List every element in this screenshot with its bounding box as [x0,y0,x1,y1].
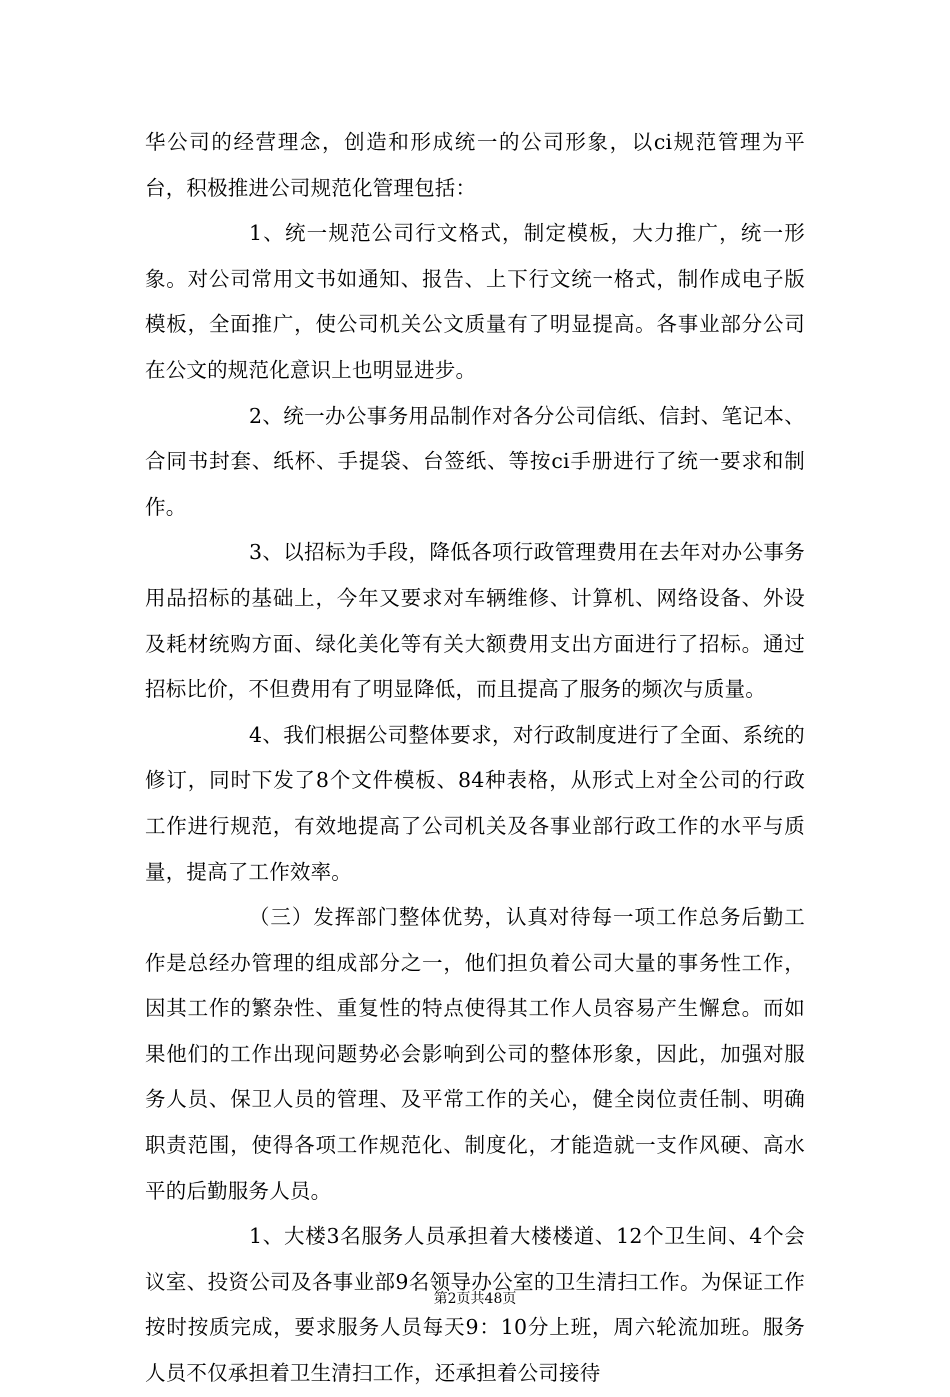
paragraph-item-1-format: 1、统一规范公司行文格式，制定模板，大力推广，统一形象。对公司常用文书如通知、报告、上下行文统一格式，制作成电子版模板，全面推广，使公司机关公文质量有了明显提高。各事业部分公司在公文的规范化意识上也明显进步。 [145,221,805,382]
document-body [145,120,805,1397]
paragraph-intro-continued: 华公司的经营理念，创造和形成统一的公司形象，以ci规范管理为平台，积极推进公司规范化管理包括： [145,130,805,200]
paragraph-item-2-supplies: 2、统一办公事务用品制作对各分公司信纸、信封、笔记本、合同书封套、纸杯、手提袋、台签纸、等按ci手册进行了统一要求和制作。 [145,403,805,519]
paragraph-item-4-regulations: 4、我们根据公司整体要求，对行政制度进行了全面、系统的修订，同时下发了8个文件模板、84种表格，从形式上对全公司的行政工作进行规范，有效地提高了公司机关及各事业部行政工作的水平与质量，提高了工作效率。 [145,722,805,884]
paragraph-section-3-logistics: （三）发挥部门整体优势，认真对待每一项工作总务后勤工作是总经办管理的组成部分之一，他们担负着公司大量的事务性工作，因其工作的繁杂性、重复性的特点使得其工作人员容易产生懈怠。而如果他们的工作出现问题势必会影响到公司的整体形象，因此，加强对服务人员、保卫人员的管理、及平常工作的关心，健全岗位责任制、明确职责范围，使得各项工作规范化、制度化，才能造就一支作风硬、高水平的后勤服务人员。 [145,905,805,1203]
page-number-footer: 第2页共48页 [433,1291,517,1307]
paragraph-item-1-service-staff: 1、大楼3名服务人员承担着大楼楼道、12个卫生间、4个会议室、投资公司及各事业部9名领导办公室的卫生清扫工作。为保证工作按时按质完成，要求服务人员每天9：10分上班，周六轮流加班。服务人员不仅承担着卫生清扫工作，还承担着公司接待 [145,1224,805,1386]
paragraph-item-3-bidding: 3、以招标为手段，降低各项行政管理费用在去年对办公事务用品招标的基础上，今年又要求对车辆维修、计算机、网络设备、外设及耗材统购方面、绿化美化等有关大额费用支出方面进行了招标。通过招标比价，不但费用有了明显降低，而且提高了服务的频次与质量。 [145,540,805,702]
